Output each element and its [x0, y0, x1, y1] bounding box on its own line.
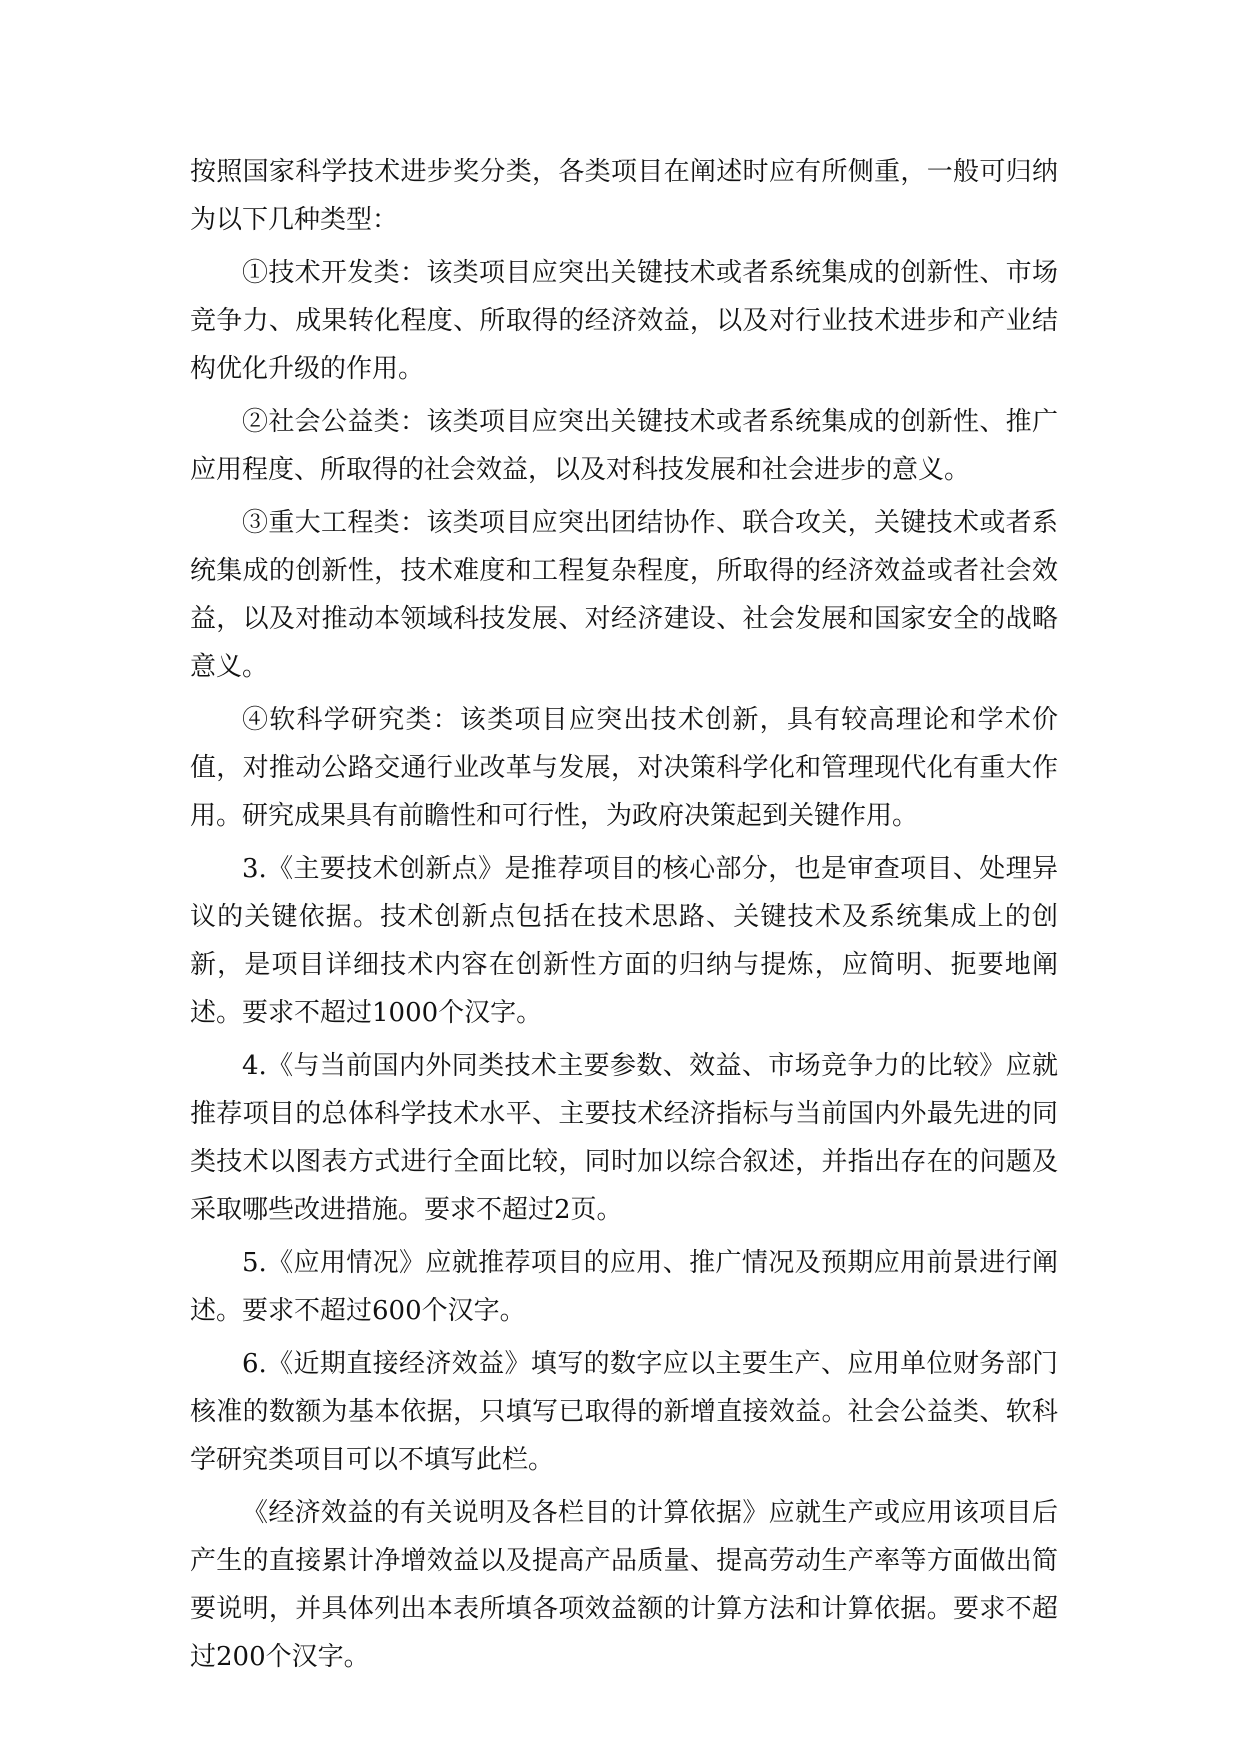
paragraph-major-engineering: ③重大工程类：该类项目应突出团结协作、联合攻关，关键技术或者系统集成的创新性，技术难度和工程复杂程度，所取得的经济效益或者社会效益，以及对推动本领域科技发展、对经济建设、社会发展和国家安全的战略意义。	[190, 508, 1058, 682]
paragraph-item-4: 4.《与当前国内外同类技术主要参数、效益、市场竞争力的比较》应就推荐项目的总体科学技术水平、主要技术经济指标与当前国内外最先进的同类技术以图表方式进行全面比较，同时加以综合叙述，并指出存在的问题及采取哪些改进措施。要求不超过2页。	[190, 1051, 1058, 1225]
document-body	[190, 148, 1058, 1681]
paragraph-economic-notes: 《经济效益的有关说明及各栏目的计算依据》应就生产或应用该项目后产生的直接累计净增效益以及提高产品质量、提高劳动生产率等方面做出简要说明，并具体列出本表所填各项效益额的计算方法和计算依据。要求不超过200个汉字。	[190, 1498, 1058, 1672]
paragraph-tech-development: ①技术开发类：该类项目应突出关键技术或者系统集成的创新性、市场竞争力、成果转化程度、所取得的经济效益，以及对行业技术进步和产业结构优化升级的作用。	[190, 258, 1058, 384]
paragraph-item-3: 3.《主要技术创新点》是推荐项目的核心部分，也是审查项目、处理异议的关键依据。技术创新点包括在技术思路、关键技术及系统集成上的创新，是项目详细技术内容在创新性方面的归纳与提炼，应简明、扼要地阐述。要求不超过1000个汉字。	[190, 854, 1058, 1028]
paragraph-item-6: 6.《近期直接经济效益》填写的数字应以主要生产、应用单位财务部门核准的数额为基本依据，只填写已取得的新增直接效益。社会公益类、软科学研究类项目可以不填写此栏。	[190, 1349, 1058, 1475]
paragraph-soft-science: ④软科学研究类：该类项目应突出技术创新，具有较高理论和学术价值，对推动公路交通行业改革与发展，对决策科学化和管理现代化有重大作用。研究成果具有前瞻性和可行性，为政府决策起到关键作用。	[190, 705, 1058, 831]
paragraph-item-5: 5.《应用情况》应就推荐项目的应用、推广情况及预期应用前景进行阐述。要求不超过600个汉字。	[190, 1248, 1058, 1326]
paragraph-public-welfare: ②社会公益类：该类项目应突出关键技术或者系统集成的创新性、推广应用程度、所取得的社会效益，以及对科技发展和社会进步的意义。	[190, 407, 1058, 485]
paragraph-intro: 按照国家科学技术进步奖分类，各类项目在阐述时应有所侧重，一般可归纳为以下几种类型：	[190, 157, 1058, 235]
